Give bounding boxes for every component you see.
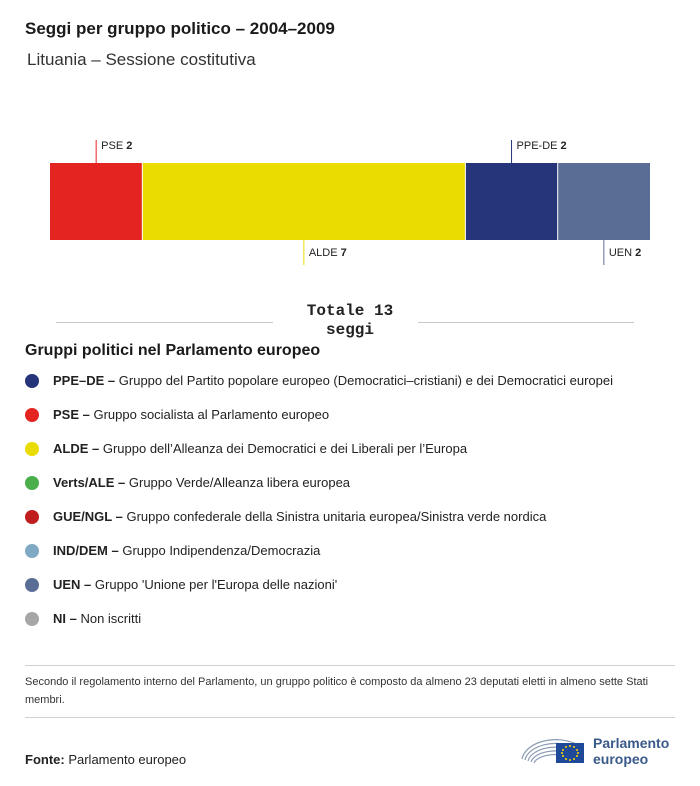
total-divider-left [56, 322, 273, 323]
data-label-value: 2 [560, 140, 567, 152]
data-label-category: PPE-DE [516, 140, 561, 152]
hemicycle-flag-icon [520, 729, 590, 769]
data-label [101, 140, 132, 152]
legend-text [53, 610, 141, 628]
data-label-value: 2 [635, 247, 642, 259]
footnote: Secondo il regolamento interno del Parlamento, un gruppo politico è composto da almeno 23 deputati eletti in almeno sette Stati membri. [25, 676, 649, 706]
total-line-1: Totale 13 [306, 302, 394, 320]
legend-desc: Gruppo Verde/Alleanza libera europea [125, 475, 351, 490]
legend-text [53, 542, 320, 560]
bar-segment-pse [50, 163, 142, 240]
data-label-category: ALDE [308, 247, 341, 259]
legend-swatch [25, 442, 39, 456]
legend-abbr: PPE–DE – [53, 373, 116, 388]
chart-subtitle: Lituania – Sessione costitutiva [27, 50, 256, 69]
logo-text [593, 735, 669, 767]
data-label [309, 247, 347, 259]
legend-abbr: IND/DEM – [53, 543, 119, 558]
legend-swatch [25, 510, 39, 524]
legend-text [53, 508, 546, 526]
legend-swatch [25, 476, 39, 490]
legend-swatch [25, 578, 39, 592]
data-label [517, 140, 567, 152]
bar-segment-uen [558, 163, 650, 240]
legend-abbr: UEN – [53, 577, 92, 592]
legend-desc: Gruppo confederale della Sinistra unitaria europea/Sinistra verde nordica [122, 509, 547, 524]
legend-swatch [25, 408, 39, 422]
legend-abbr: PSE – [53, 407, 90, 422]
legend-swatch [25, 612, 39, 626]
chart-title: Seggi per gruppo politico – 2004–2009 [25, 19, 335, 38]
legend-swatch [25, 544, 39, 558]
legend-abbr: GUE/NGL – [53, 509, 123, 524]
legend-abbr: NI – [53, 611, 77, 626]
legend-text [53, 406, 329, 424]
legend-abbr: ALDE – [53, 441, 100, 456]
source-label: Fonte: [25, 752, 65, 767]
legend-text [53, 372, 613, 390]
bar-segment-alde [142, 163, 465, 240]
legend-swatch [25, 374, 39, 388]
total-seats [280, 302, 420, 340]
data-label [609, 247, 641, 259]
bar-segment-ppe-de [465, 163, 557, 240]
logo-line-2: europeo [593, 751, 649, 767]
divider-top [25, 665, 675, 666]
data-label-value: 7 [340, 247, 347, 259]
parliament-logo [520, 729, 680, 769]
data-label-category: UEN [608, 247, 636, 259]
total-line-2: seggi [325, 321, 374, 339]
total-divider-right [418, 322, 634, 323]
legend-desc: Gruppo 'Unione per l'Europa delle nazioni' [91, 577, 338, 592]
divider-bottom [25, 717, 675, 718]
stacked-bar-chart [0, 130, 700, 275]
legend-desc: Gruppo Indipendenza/Democrazia [118, 543, 321, 558]
source [25, 752, 186, 767]
legend-text [53, 440, 467, 458]
legend-abbr: Verts/ALE – [53, 475, 126, 490]
legend-desc: Gruppo dell’Alleanza dei Democratici e dei Liberali per l’Europa [99, 441, 468, 456]
data-label-value: 2 [126, 140, 133, 152]
legend-desc: Gruppo socialista al Parlamento europeo [89, 407, 330, 422]
logo-line-1: Parlamento [593, 735, 670, 751]
source-value: Parlamento europeo [64, 752, 187, 767]
legend-desc: Non iscritti [76, 611, 142, 626]
legend-text [53, 576, 337, 594]
legend-text [53, 474, 350, 492]
legend-desc: Gruppo del Partito popolare europeo (Democratici–cristiani) e dei Democratici europei [115, 373, 614, 388]
legend-title: Gruppi politici nel Parlamento europeo [25, 342, 321, 359]
data-label-category: PSE [101, 140, 127, 152]
